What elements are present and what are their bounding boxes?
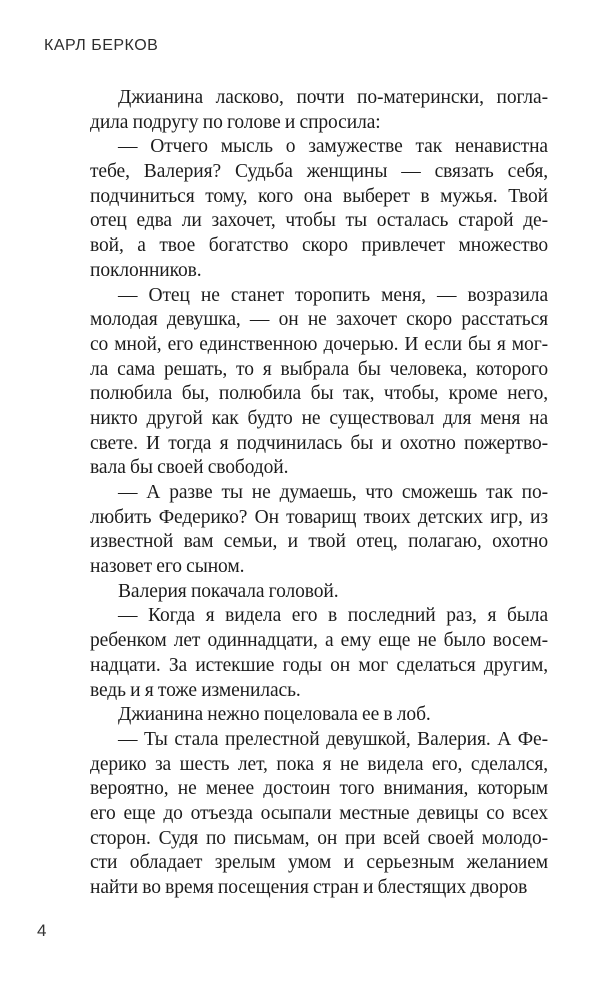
text-line: сторон. Судя по письмам, он при всей своей молодо-	[90, 827, 548, 849]
text-line: со мной, его единственною дочерью. И если бы я мог-	[90, 333, 548, 355]
paragraph	[90, 604, 548, 703]
paragraph	[90, 703, 548, 728]
text-line: вала бы своей свободой.	[90, 457, 289, 479]
text-line: известной вам семьи, и твой отец, полагаю, охотно	[90, 531, 548, 553]
page-number: 4	[37, 921, 47, 940]
text-line: — Когда я видела его в последний раз, я была	[118, 605, 548, 627]
text-line: отец едва ли захочет, чтобы ты осталась старой де-	[90, 210, 548, 232]
text-line: ребенком лет одиннадцати, а ему еще не было восем-	[90, 630, 548, 652]
paragraph	[90, 580, 548, 605]
text-line: молодая девушка, — он не захочет скоро расстаться	[90, 309, 548, 331]
text-line: свете. И тогда я подчинилась бы и охотно пожертво-	[90, 432, 548, 454]
text-line: дила подругу по голове и спросила:	[90, 111, 381, 133]
text-line: его еще до отъезда осыпали местные девицы со всех	[90, 802, 548, 824]
text-line: ла сама решать, то я выбрала бы человека, которого	[90, 358, 548, 380]
text-line: Валерия покачала головой.	[118, 580, 339, 602]
text-line: вероятно, не менее достоин того внимания, которым	[90, 778, 548, 800]
text-line: — Ты стала прелестной девушкой, Валерия. А Фе-	[118, 728, 548, 750]
text-line: надцати. За истекшие годы он мог сделаться другим,	[90, 654, 548, 676]
text-line: полюбила бы, полюбила бы так, чтобы, кроме него,	[90, 383, 548, 405]
text-line: — Отец не станет торопить меня, — возразила	[118, 284, 548, 306]
text-line: тебе, Валерия? Судьба женщины — связать себя,	[90, 161, 548, 183]
text-line: дерико за шесть лет, пока я не видела его, сделался,	[90, 753, 548, 775]
text-line: подчиниться тому, кого она выберет в мужья. Твой	[90, 185, 548, 207]
text-line: — А разве ты не думаешь, что сможешь так по-	[118, 482, 548, 503]
text-line: Джианина нежно поцеловала ее в лоб.	[118, 704, 431, 726]
text-line: назовет его сыном.	[90, 556, 245, 578]
paragraph	[90, 86, 548, 135]
text-line: найти во время посещения стран и блестящих дворов	[90, 877, 528, 898]
page-header-author: КАРЛ БЕРКОВ	[44, 37, 159, 54]
paragraph	[90, 728, 548, 901]
text-line: Джианина ласково, почти по-матерински, погла-	[118, 87, 548, 108]
paragraph	[90, 481, 548, 580]
body-text	[90, 86, 548, 901]
text-line: вой, а твое богатство скоро привлечет множество	[90, 235, 548, 257]
paragraph	[90, 135, 548, 283]
text-line: никто другой как будто не существовал для меня на	[90, 407, 548, 429]
text-line: сти обладает зрелым умом и серьезным желанием	[90, 852, 548, 874]
text-line: любить Федерико? Он товарищ твоих детских игр, из	[90, 506, 548, 528]
text-line: ведь и я тоже изменилась.	[90, 679, 301, 701]
text-line: поклонников.	[90, 259, 202, 281]
text-line: — Отчего мысль о замужестве так ненавистна	[118, 136, 548, 158]
paragraph	[90, 284, 548, 482]
